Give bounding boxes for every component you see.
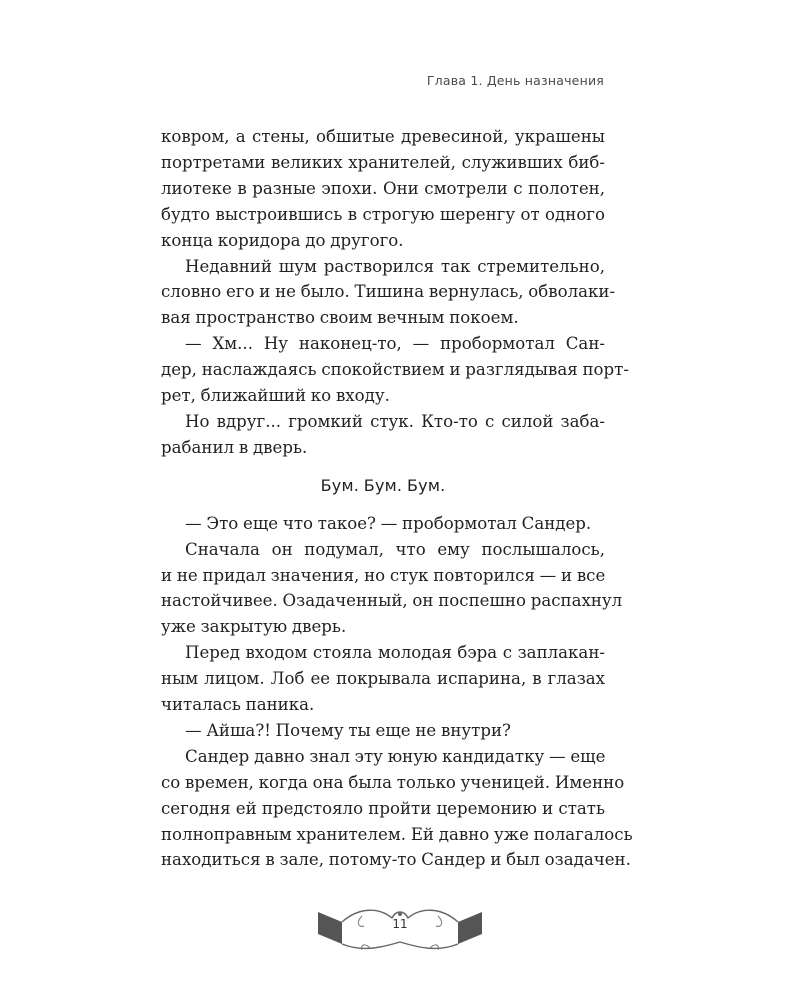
paragraph [161,254,616,332]
text-line: рабанил в дверь. [161,437,308,457]
paragraph [161,124,605,254]
text-line: со времен, когда она была только ученицей. Именно [161,772,625,792]
text-line: — Айша?! Почему ты еще не внутри? [185,720,511,740]
text-line: ковром, а стены, обшитые древесиной, украшены [161,127,605,146]
page-footer [300,898,500,958]
text-line: будто выстроившись в строгую шеренгу от одного [161,204,605,224]
text-line: Недавний шум растворился так стремительно, [185,256,605,276]
text-line: портретами великих хранителей, служивших биб- [161,152,605,172]
text-line: уже закрытую дверь. [161,617,347,637]
text-line: Перед входом стояла молодая бэра с заплакан- [185,643,605,663]
paragraph [161,409,605,461]
running-header: Глава 1. День назначения [426,73,604,88]
text-line: сегодня ей предстояло пройти церемонию и стать [161,798,605,818]
text-line: Но вдруг... громкий стук. Кто-то с силой заба- [185,411,605,431]
text-line: конца коридора до другого. [161,230,404,250]
text-line: дер, наслаждаясь спокойствием и разглядывая порт- [161,360,629,380]
text-line: — Это еще что такое? — пробормотал Сандер. [185,513,592,533]
paragraph [161,511,605,537]
paragraph [161,744,633,874]
paragraph [161,718,605,744]
text-line: полноправным хранителем. Ей давно уже полагалось [161,824,633,844]
text-line: находиться в зале, потому-то Сандер и был озадачен. [161,850,631,870]
text-line: лиотеке в разные эпохи. Они смотрели с полотен, [161,178,605,198]
text-line: словно его и не было. Тишина вернулась, обволаки- [161,282,616,302]
text-line: и не придал значения, но стук повторился — и все [161,565,606,585]
text-line: ным лицом. Лоб ее покрывала испарина, в глазах [161,669,605,689]
text-line: читалась паника. [161,695,315,715]
section-subheading: Бум. Бум. Бум. [320,475,446,495]
body-text [161,124,633,873]
paragraph [161,537,623,641]
paragraph [161,331,629,409]
page-number: 11 [392,917,408,931]
text-line: Сначала он подумал, что ему послышалось, [185,539,605,559]
paragraph [161,640,605,718]
text-line: вая пространство своим вечным покоем. [161,308,519,328]
text-line: рет, ближайший ко входу. [161,386,390,406]
text-line: Сандер давно знал эту юную кандидатку — еще [185,746,606,766]
text-line: настойчивее. Озадаченный, он поспешно распахнул [161,591,623,611]
text-line: — Хм... Ну наконец-то, — пробормотал Сан- [185,334,605,354]
